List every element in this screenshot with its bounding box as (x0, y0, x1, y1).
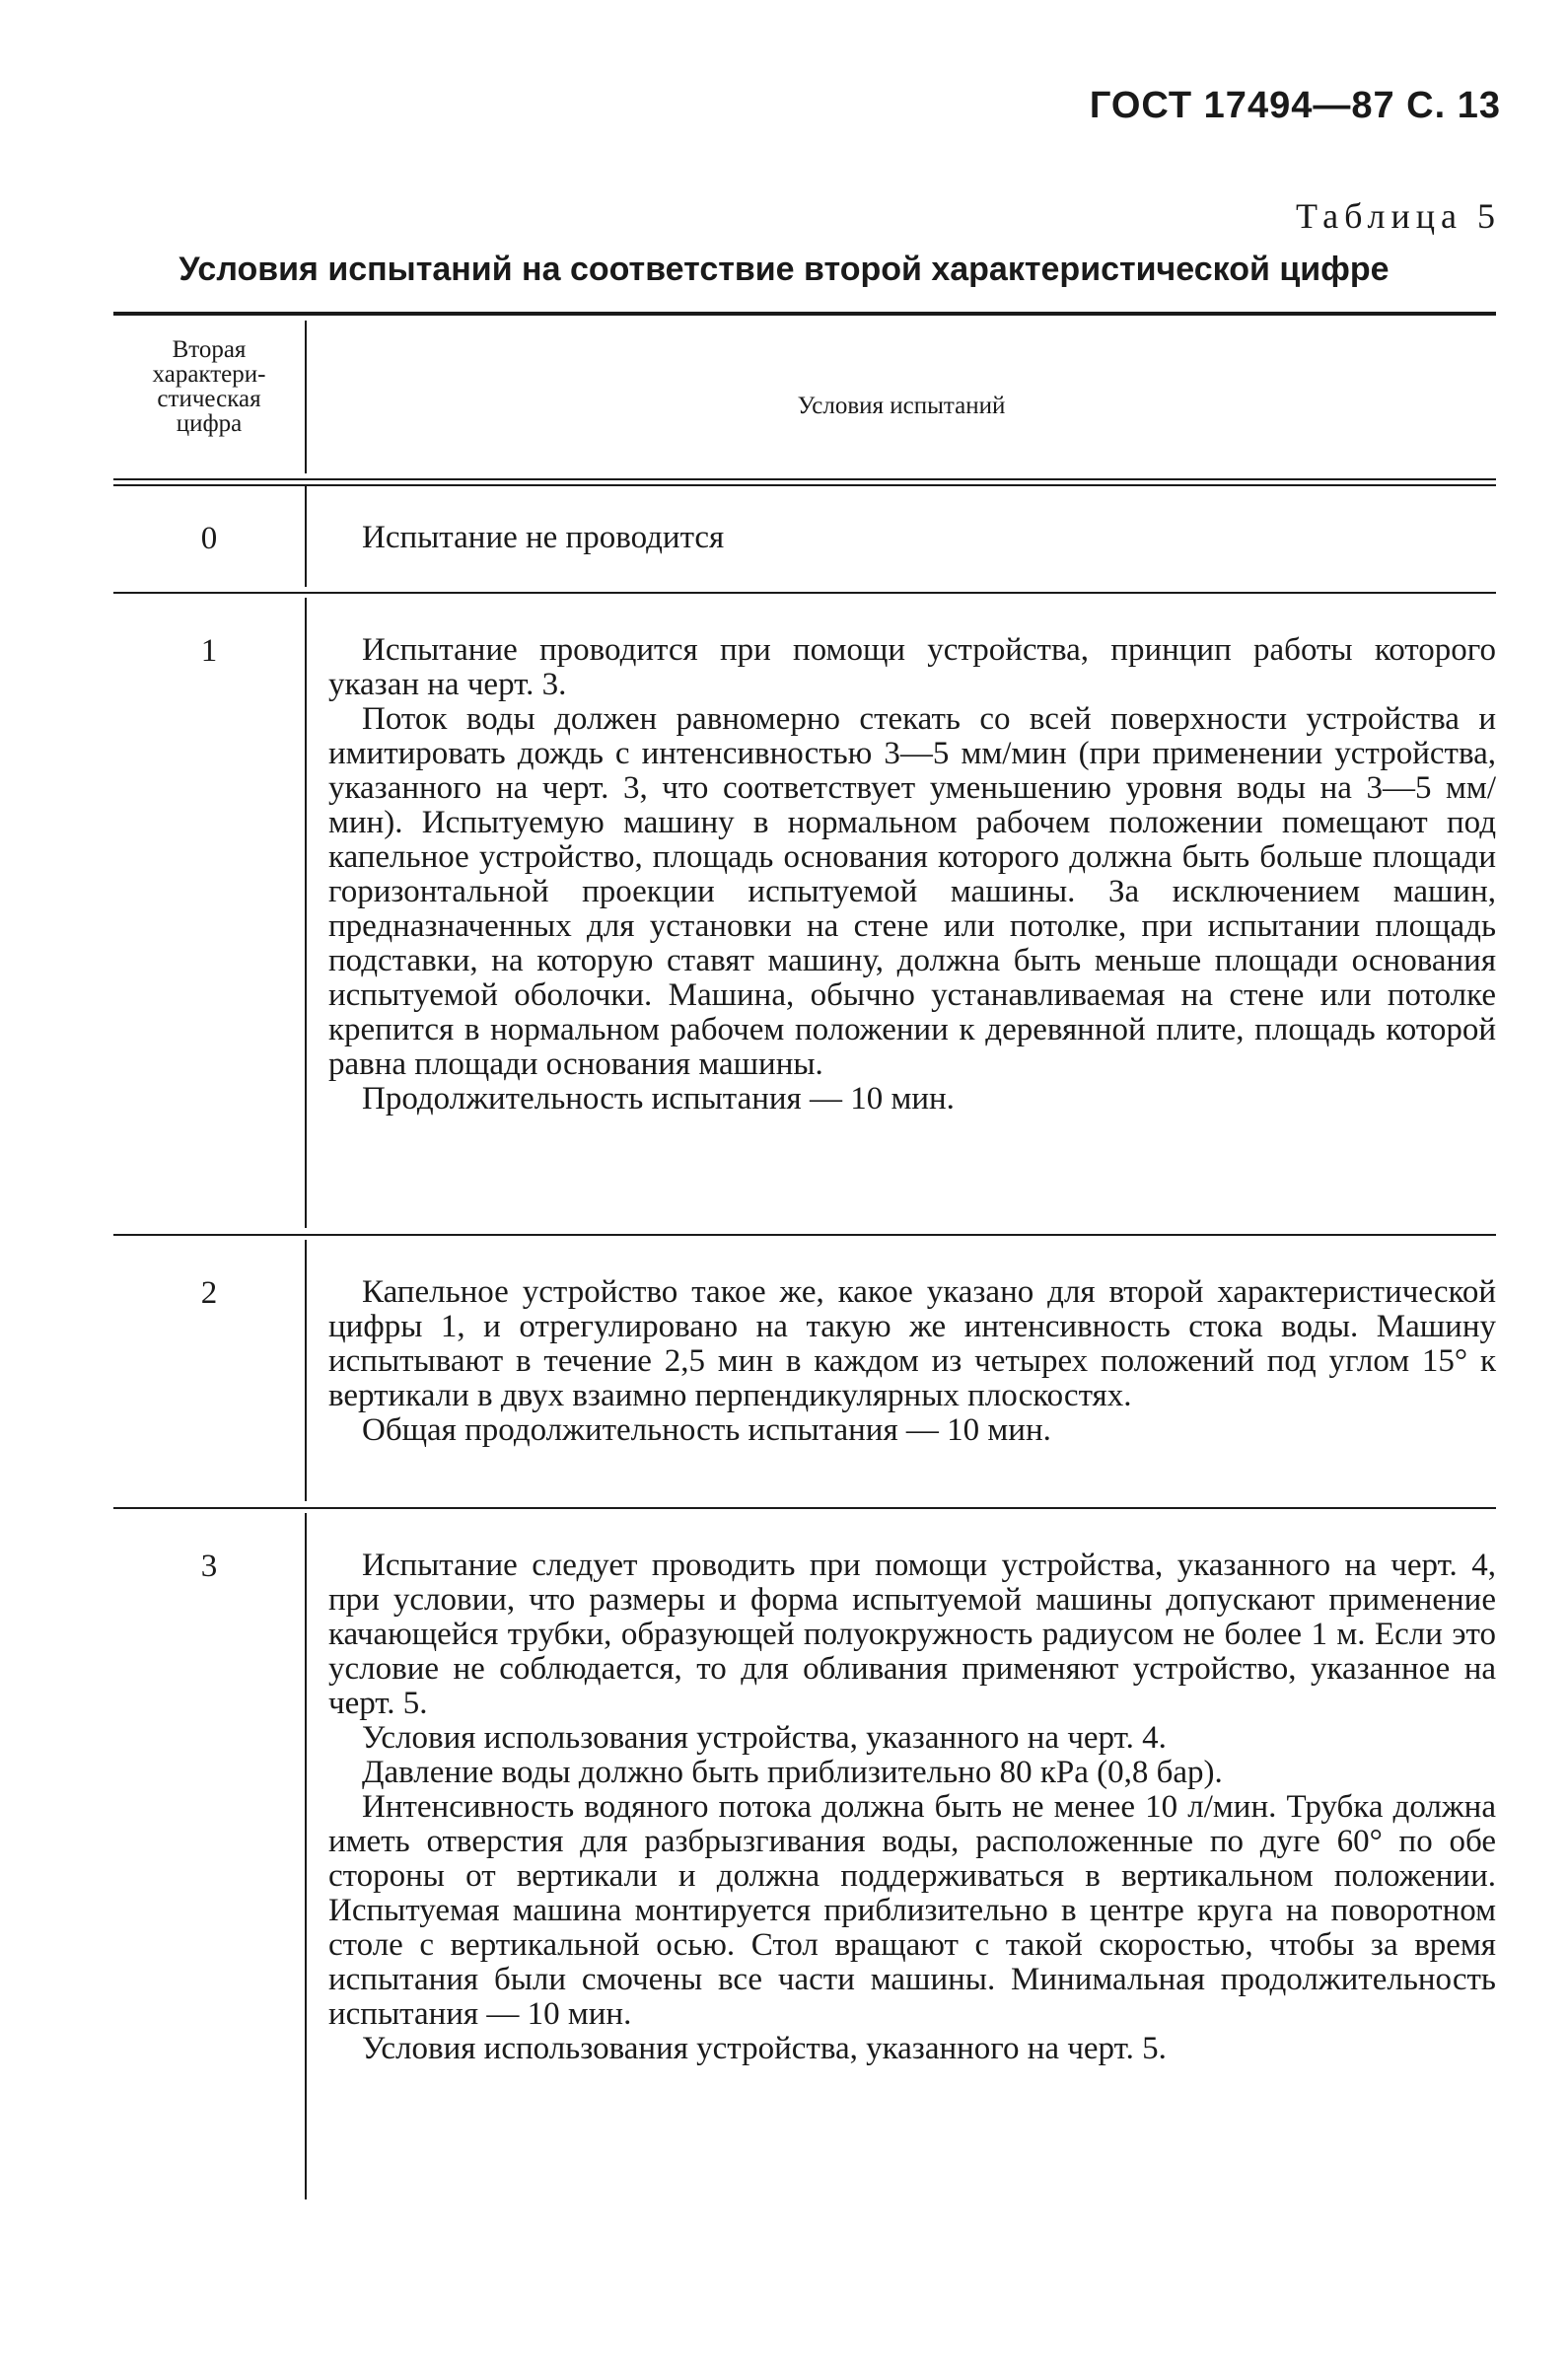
header-bottom-rule (113, 478, 1496, 486)
condition-paragraph: Давление воды должно быть приблизительно 80 кРа (0,8 бар). (362, 1755, 1223, 1790)
column-header-line: характери- (152, 361, 266, 388)
table-title: Условия испытаний на соответствие второй характеристической цифре (178, 251, 1390, 288)
condition-paragraph: Поток воды должен равномерно стекать со всей поверхности устройства и имитировать дождь с интенсивностью 3—5 мм/мин (при применении устройства, указанного на черт. 3, что соответствует уменьшению уровня воды на 3—5 мм/мин). Испытуемую машину в нормальном рабочем положении помещают под капельное устройство, площадь основания которого должна быть больше площади горизонтальной проекции испытуемой машины. За исключением машин, предназначенных для установки на стене или потолке, при испытании площадь подставки, на которую ставят машину, должна быть меньше площади основания испытуемой оболочки. Машина, обычно устанавливаемая на стене или потолке крепится в нормальном рабочем положении к деревянной плите, площадь которой равна площади основания машины. (328, 701, 1496, 1082)
row-conditions-3 (328, 1549, 1496, 2066)
condition-paragraph: Условия использования устройства, указанного на черт. 5. (362, 2031, 1167, 2066)
row-digit-3: 3 (200, 1549, 218, 1584)
row-conditions-1 (328, 633, 1496, 1117)
table-label: Таблица 5 (1296, 196, 1501, 236)
condition-paragraph: Испытание не проводится (362, 520, 725, 555)
row-divider (113, 592, 1496, 594)
column-header-conditions: Условия испытаний (797, 393, 1006, 419)
row-digit-0: 0 (200, 521, 218, 556)
column-header-line: Вторая (172, 336, 247, 363)
row-conditions-2 (328, 1275, 1496, 1448)
column-divider (305, 1513, 307, 2199)
page-header: ГОСТ 17494—87 С. 13 (1089, 85, 1501, 126)
row-divider (113, 1507, 1496, 1509)
row-conditions-0 (328, 521, 1496, 555)
condition-paragraph: Интенсивность водяного потока должна быть не менее 10 л/мин. Трубка должна иметь отверстия для разбрызгивания воды, расположенные по дуге 60° по обе стороны от вертикали и должна поддерживаться в вертикальном положении. Испытуемая машина монтируется приблизительно в центре круга на поворотном столе с вертикальной осью. Стол вращают с такой скоростью, чтобы за время испытания были смочены все части машины. Минимальная продолжительность испытания — 10 мин. (328, 1789, 1496, 2032)
row-divider (113, 1234, 1496, 1236)
column-divider (305, 1240, 307, 1501)
column-divider (305, 598, 307, 1228)
condition-paragraph: Общая продолжительность испытания — 10 мин. (362, 1412, 1051, 1448)
column-header-line: цифра (176, 410, 243, 437)
column-header-digit (113, 337, 305, 436)
condition-paragraph: Испытание проводится при помощи устройства, принцип работы которого указан на черт. 3. (328, 632, 1496, 702)
condition-paragraph: Продолжительность испытания — 10 мин. (362, 1081, 955, 1117)
column-header-line: стическая (157, 386, 261, 412)
condition-paragraph: Условия использования устройства, указанного на черт. 4. (362, 1720, 1167, 1756)
row-digit-2: 2 (200, 1275, 218, 1311)
condition-paragraph: Испытание следует проводить при помощи устройства, указанного на черт. 4, при условии, что размеры и форма испытуемой машины допускают применение качающейся трубки, образующей полуокружность радиусом не более 1 м. Если это условие не соблюдается, то для обливания применяют устройство, указанное на черт. 5. (328, 1548, 1496, 1721)
condition-paragraph: Капельное устройство такое же, какое указано для второй характеристической цифры 1, и отрегулировано на такую же интенсивность стока воды. Машину испытывают в течение 2,5 мин в каждом из четырех положений под углом 15° к вертикали в двух взаимно перпендикулярных плоскостях. (328, 1274, 1496, 1413)
column-divider (305, 486, 307, 587)
table-top-rule (113, 312, 1496, 316)
row-digit-1: 1 (200, 633, 218, 669)
